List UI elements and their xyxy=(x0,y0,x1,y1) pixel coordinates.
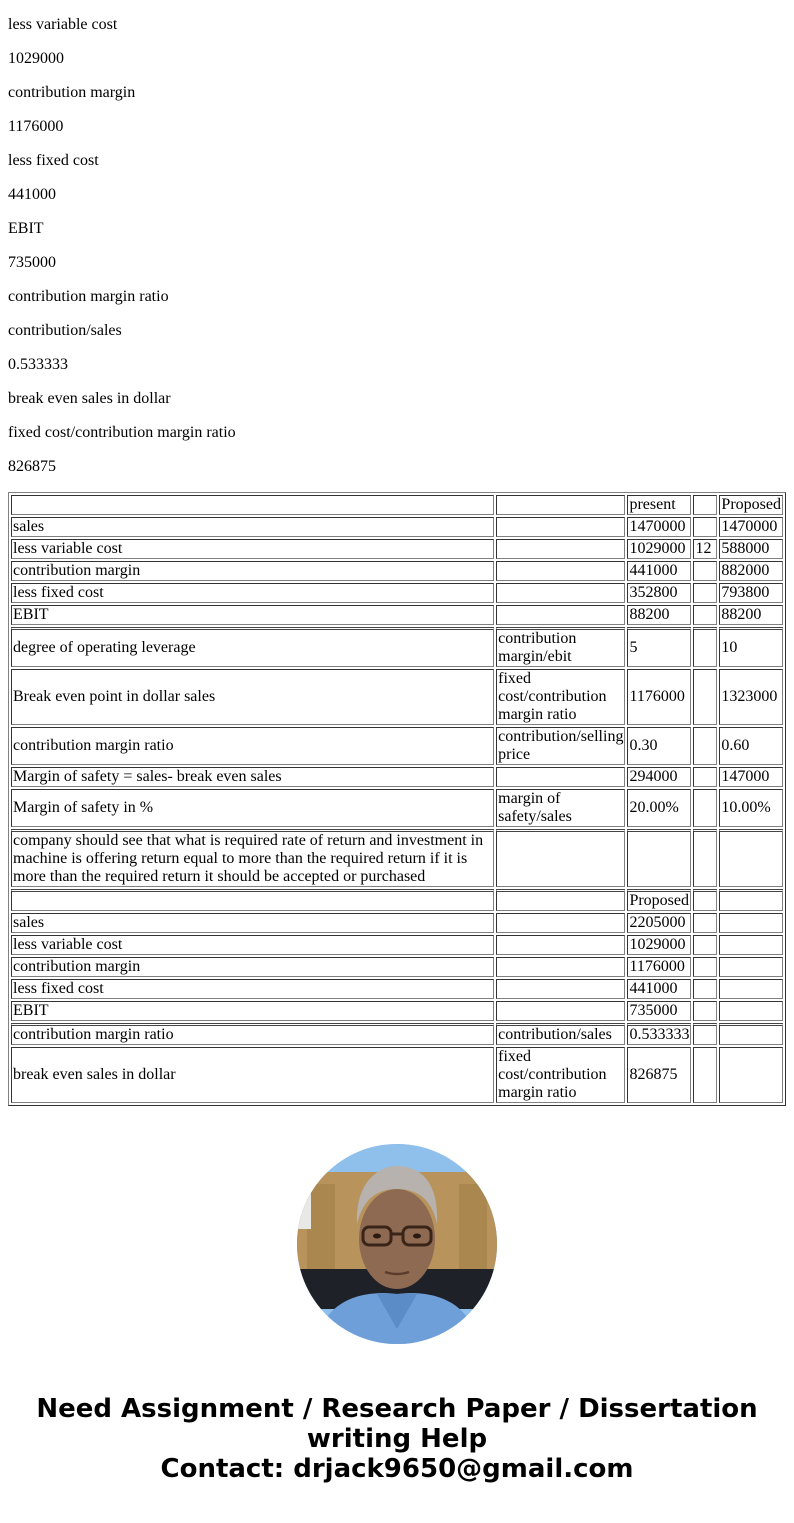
table-row xyxy=(11,1047,783,1103)
row-label: contribution margin xyxy=(11,957,494,977)
cell xyxy=(496,605,625,625)
cell xyxy=(693,669,717,725)
table-row xyxy=(11,957,783,977)
table-row xyxy=(11,727,783,765)
intro-line: contribution margin xyxy=(8,84,136,101)
row-label: less fixed cost xyxy=(11,979,494,999)
table-row xyxy=(11,979,783,999)
table-group-proposed-ratios xyxy=(11,1023,783,1103)
row-label: less fixed cost xyxy=(11,583,494,603)
author-photo-section xyxy=(0,1144,794,1344)
contact-email: Contact: drjack9650@gmail.com xyxy=(160,1454,634,1484)
cell xyxy=(496,1001,625,1021)
cell xyxy=(11,495,494,515)
cell xyxy=(496,829,625,887)
cell xyxy=(496,957,625,977)
recommendation-text: company should see that what is required rate of return and investment in machine is offering return equal to more than the required return if it is more than the required return it should be accepted or purchased xyxy=(11,829,494,887)
cell xyxy=(627,829,691,887)
table-row xyxy=(11,789,783,827)
cell: 88200 xyxy=(627,605,691,625)
table-row-header xyxy=(11,889,783,911)
cell: 1029000 xyxy=(627,539,691,559)
intro-line: contribution margin ratio xyxy=(8,288,169,305)
row-label: sales xyxy=(11,913,494,933)
cell xyxy=(496,913,625,933)
cell xyxy=(693,889,717,911)
formula-cell: contribution/sales xyxy=(496,1023,625,1045)
calculation-table xyxy=(8,492,786,1106)
cell xyxy=(719,935,783,955)
cell: 0.30 xyxy=(627,727,691,765)
table-row xyxy=(11,561,783,581)
cell xyxy=(496,583,625,603)
row-label: contribution margin ratio xyxy=(11,1023,494,1045)
formula-cell: fixed cost/contribution margin ratio xyxy=(496,669,625,725)
intro-line: 735000 xyxy=(8,254,56,271)
cell xyxy=(693,517,717,537)
row-label: less variable cost xyxy=(11,539,494,559)
cell: 0.60 xyxy=(719,727,783,765)
formula-cell: contribution margin/ebit xyxy=(496,627,625,667)
row-label: less variable cost xyxy=(11,935,494,955)
cell: 1470000 xyxy=(627,517,691,537)
table-row xyxy=(11,627,783,667)
cell: 0.533333 xyxy=(627,1023,691,1045)
table-row xyxy=(11,605,783,625)
cell xyxy=(693,495,717,515)
intro-line: less variable cost xyxy=(8,16,118,33)
table-row xyxy=(11,517,783,537)
cell xyxy=(693,561,717,581)
cell: 1323000 xyxy=(719,669,783,725)
intro-section xyxy=(8,16,786,476)
table-group-proposed-only xyxy=(11,889,783,1021)
cell xyxy=(496,979,625,999)
cell xyxy=(496,517,625,537)
table-row xyxy=(11,583,783,603)
cell xyxy=(693,583,717,603)
table-row xyxy=(11,935,783,955)
cell: 882000 xyxy=(719,561,783,581)
cell xyxy=(719,1047,783,1103)
cell: 12 xyxy=(693,539,717,559)
cell: 88200 xyxy=(719,605,783,625)
cell: 1470000 xyxy=(719,517,783,537)
intro-line: 1176000 xyxy=(8,118,64,135)
table-group-present-vs-proposed xyxy=(11,495,783,625)
row-label: EBIT xyxy=(11,605,494,625)
contact-banner xyxy=(0,1394,794,1484)
cell: 10 xyxy=(719,627,783,667)
table-row xyxy=(11,1023,783,1045)
intro-line: contribution/sales xyxy=(8,322,122,339)
cell xyxy=(693,935,717,955)
cell: 441000 xyxy=(627,979,691,999)
cell: 20.00% xyxy=(627,789,691,827)
cell: 1176000 xyxy=(627,669,691,725)
cell xyxy=(693,1023,717,1045)
table-row xyxy=(11,1001,783,1021)
table-group-recommendation xyxy=(11,829,783,887)
cell xyxy=(693,767,717,787)
intro-line: 0.533333 xyxy=(8,356,68,373)
row-label: Margin of safety = sales- break even sales xyxy=(11,767,494,787)
help-headline: Need Assignment / Research Paper / Dissertation writing Help xyxy=(36,1394,758,1454)
document-body xyxy=(0,16,794,1106)
cell: 793800 xyxy=(719,583,783,603)
row-label: EBIT xyxy=(11,1001,494,1021)
cell xyxy=(693,605,717,625)
column-header-proposed: Proposed xyxy=(719,495,783,515)
table-row xyxy=(11,669,783,725)
cell: 441000 xyxy=(627,561,691,581)
cell xyxy=(719,829,783,887)
table-row-header xyxy=(11,495,783,515)
formula-cell: contribution/selling price xyxy=(498,728,624,763)
cell: 5 xyxy=(627,627,691,667)
formula-cell: margin of safety/sales xyxy=(496,789,625,827)
table-row xyxy=(11,767,783,787)
cell xyxy=(496,539,625,559)
formula-cell: fixed cost/contribution margin ratio xyxy=(496,1047,625,1103)
cell xyxy=(719,889,783,911)
intro-line: fixed cost/contribution margin ratio xyxy=(8,424,236,441)
formula-cell xyxy=(496,767,625,787)
cell: 588000 xyxy=(719,539,783,559)
cell xyxy=(496,561,625,581)
cell: 826875 xyxy=(627,1047,691,1103)
cell: 2205000 xyxy=(627,913,691,933)
cell xyxy=(693,913,717,933)
column-header-proposed: Proposed xyxy=(627,889,691,911)
cell: 735000 xyxy=(627,1001,691,1021)
intro-line: break even sales in dollar xyxy=(8,390,171,407)
intro-line: EBIT xyxy=(8,220,44,237)
intro-line: less fixed cost xyxy=(8,152,99,169)
cell: 1176000 xyxy=(627,957,691,977)
cell xyxy=(693,1001,717,1021)
cell xyxy=(693,957,717,977)
cell xyxy=(693,727,717,765)
cell xyxy=(693,979,717,999)
table-group-ratios xyxy=(11,627,783,827)
cell xyxy=(496,889,625,911)
row-label: degree of operating leverage xyxy=(11,627,494,667)
cell: 10.00% xyxy=(719,789,783,827)
intro-line: 441000 xyxy=(8,186,56,203)
cell xyxy=(693,829,717,887)
row-label: sales xyxy=(11,517,494,537)
person-photo-icon xyxy=(297,1144,497,1344)
row-label: contribution margin xyxy=(11,561,494,581)
column-header-present: present xyxy=(627,495,691,515)
row-label: Margin of safety in % xyxy=(11,789,494,827)
cell xyxy=(719,1023,783,1045)
row-label: break even sales in dollar xyxy=(11,1047,494,1103)
cell: 147000 xyxy=(719,767,783,787)
cell: 294000 xyxy=(627,767,691,787)
cell xyxy=(719,957,783,977)
table-row xyxy=(11,539,783,559)
cell xyxy=(496,495,625,515)
cell xyxy=(719,1001,783,1021)
cell xyxy=(693,789,717,827)
table-row xyxy=(11,913,783,933)
row-label: Break even point in dollar sales xyxy=(11,669,494,725)
cell xyxy=(496,935,625,955)
row-label: contribution margin ratio xyxy=(11,727,494,765)
cell xyxy=(693,1047,717,1103)
cell: 1029000 xyxy=(627,935,691,955)
intro-line: 1029000 xyxy=(8,50,64,67)
cell: 352800 xyxy=(627,583,691,603)
cell xyxy=(719,913,783,933)
cell xyxy=(719,979,783,999)
table-row xyxy=(11,829,783,887)
intro-line: 826875 xyxy=(8,458,56,475)
cell xyxy=(11,889,494,911)
avatar xyxy=(297,1144,497,1344)
cell xyxy=(693,627,717,667)
